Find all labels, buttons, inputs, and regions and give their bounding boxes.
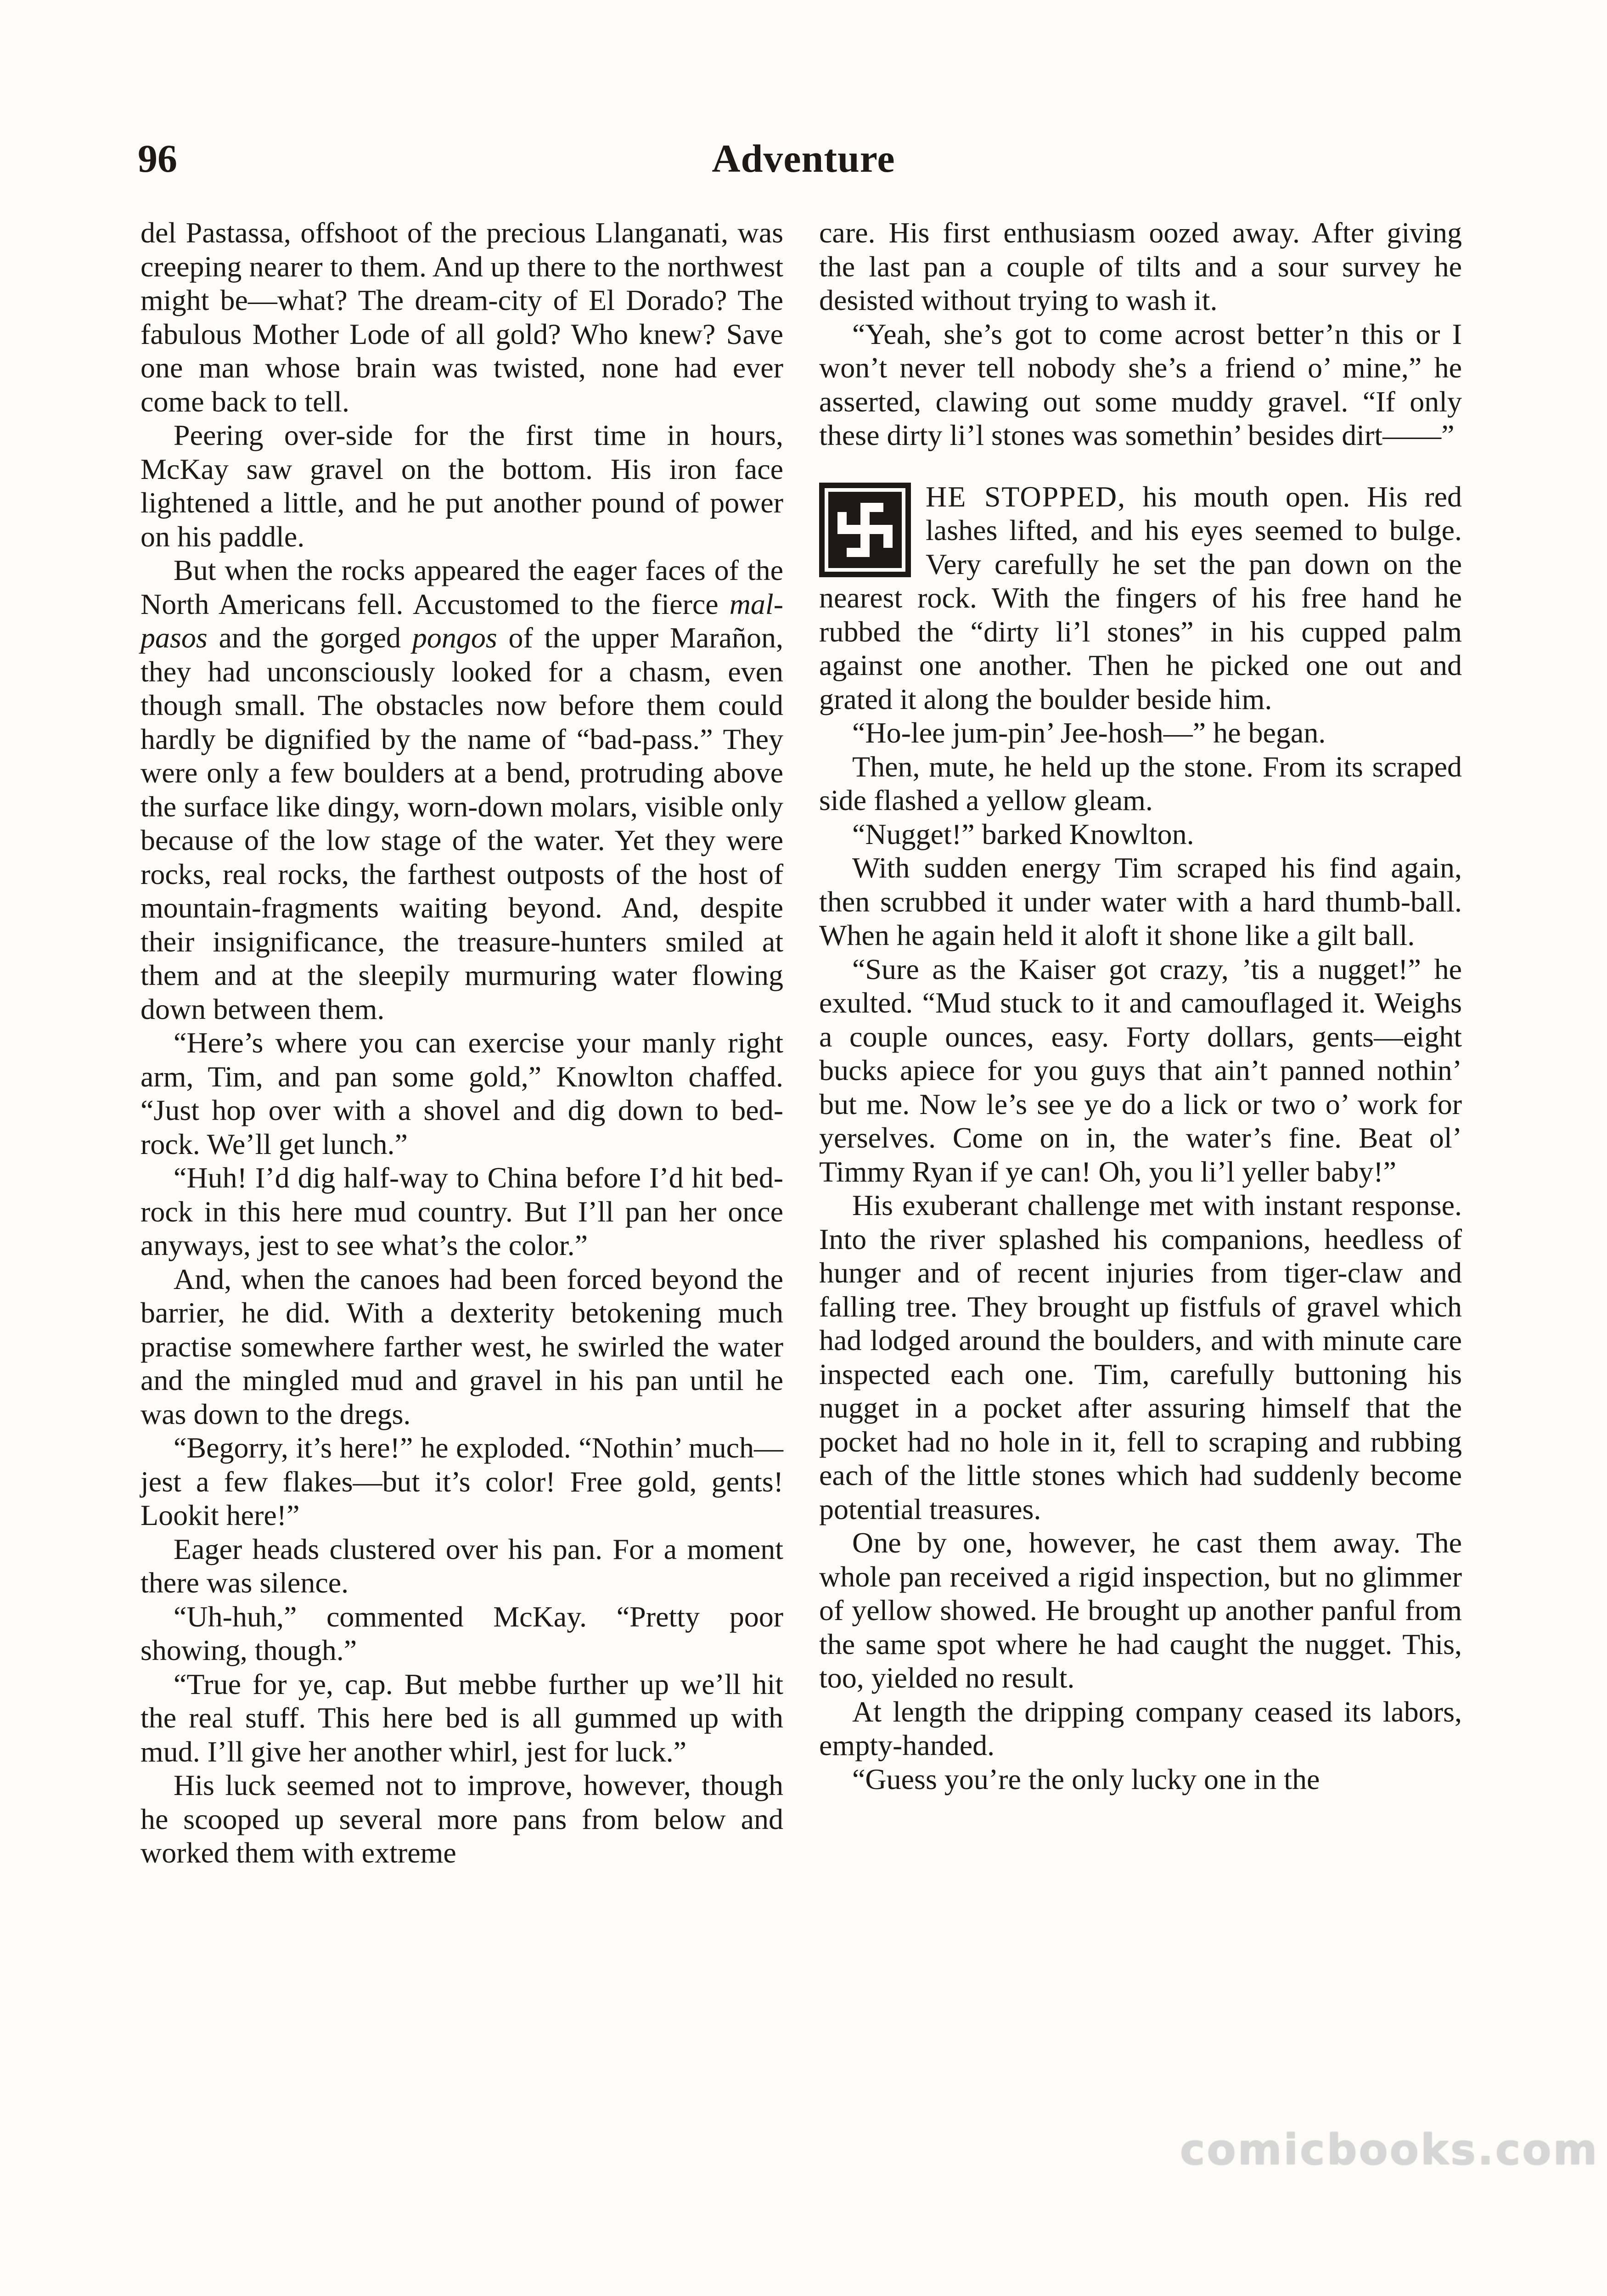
paragraph: His exuberant challenge met with instant response. Into the river splashed his companions, heedless of hunger and of recent injuries from tiger-claw and falling tree. They brought up fistfuls of gravel which had lodged around the boulders, and with minute care inspected each one. Tim, carefully buttoning his nugget in a pocket after assuring himself that the pocket had no hole in it, fell to scraping and rubbing each of the little stones which had suddenly become potential treasures. xyxy=(819,1189,1462,1525)
paragraph: Peering over-side for the first time in hours, McKay saw gravel on the bottom. His iron face lightened a little, and he put another pound of power on his paddle. xyxy=(140,419,783,553)
text-run: and the gorged xyxy=(219,621,401,654)
paragraph: “Guess you’re the only lucky one in the xyxy=(852,1762,1320,1795)
paragraph: “Yeah, she’s got to come acrost better’n this or I won’t never tell nobody she’s a friend o’ mine,” he asserted, clawing out some muddy gravel. “If only these dirty li’l stones was somethin’ besides dirt——” xyxy=(819,317,1462,451)
paragraph: With sudden energy Tim scraped his find again, then scrubbed it under water with a hard thumb-ball. When he again held it aloft it shone like a gilt ball. xyxy=(819,851,1462,951)
text-run: his mouth open. His red lashes lifted, and his eyes seemed to bulge. Very carefully he set the pan down on the nearest rock. With the fingers of his free hand he rubbed the “dirty li’l stones” in his cupped palm against one another. Then he picked one out and grated it along the boulder beside him. xyxy=(819,480,1462,715)
paragraph xyxy=(140,553,783,1026)
paragraph: Then, mute, he held up the stone. From its scraped side flashed a yellow gleam. xyxy=(819,750,1462,816)
paragraph: “Sure as the Kaiser got crazy, ’tis a nugget!” he exulted. “Mud stuck to it and camouflaged it. Weighs a couple ounces, easy. Forty dollars, gents—eight bucks apiece for you guys that ain’t panned nothin’ but me. Now le’s see ye do a lick or two o’ work for yerselves. Come on in, the water’s fine. Beat ol’ Timmy Ryan if ye can! Oh, you li’l yeller baby!” xyxy=(819,952,1462,1188)
page-number: 96 xyxy=(138,136,177,180)
dropcap-lead-text: HE STOPPED, xyxy=(926,480,1126,513)
paragraph: “Uh-huh,” commented McKay. “Pretty poor showing, though.” xyxy=(140,1600,783,1666)
paragraph: “Nugget!” barked Knowlton. xyxy=(852,817,1194,850)
paragraph: Eager heads clustered over his pan. For a moment there was silence. xyxy=(140,1532,783,1599)
paragraph: “Begorry, it’s here!” he exploded. “Nothin’ much—jest a few flakes—but it’s color! Free gold, gents! Lookit here!” xyxy=(140,1431,783,1531)
paragraph: One by one, however, he cast them away. The whole pan received a rigid inspection, but no glimmer of yellow showed. He brought up another panful from the same spot where he had caught the nugget. This, too, yielded no result. xyxy=(819,1526,1462,1694)
page-header xyxy=(138,133,1469,193)
italic-term: pongos xyxy=(412,621,497,654)
running-title: Adventure xyxy=(712,136,895,180)
paragraph: “Here’s where you can exercise your manly right arm, Tim, and pan some gold,” Knowlton chaffed. “Just hop over with a shovel and dig down to bed-rock. We’ll get lunch.” xyxy=(140,1026,783,1160)
right-column xyxy=(819,216,1462,1796)
paragraph: “True for ye, cap. But mebbe further up we’ll hit the real stuff. This here bed is all gummed up with mud. I’ll give her another whirl, jest for luck.” xyxy=(140,1667,783,1768)
italic-term: mal-pasos xyxy=(140,587,783,654)
paragraph: And, when the canoes had been forced beyond the barrier, he did. With a dexterity betokening much practise somewhere farther west, he swirled the water and the mingled mud and gravel in his pan until he was down to the dregs. xyxy=(140,1262,783,1430)
text-run: of the upper Marañon, they had unconsciously looked for a chasm, even though small. The obstacles now before them could hardly be dignified by the name of “bad-pass.” They were only a few boulders at a bend, protruding above the surface like dingy, worn-down molars, visible only because of the low stage of the water. Yet they were rocks, real rocks, the farthest outposts of the host of mountain-fragments waiting beyond. And, despite their insignificance, the treasure-hunters smiled at them and at the sleepily murmuring water flowing down between them. xyxy=(140,621,783,1025)
paragraph: del Pastassa, offshoot of the precious Llanganati, was creeping nearer to them. And up there to the northwest might be—what? The dream-city of El Dorado? The fabulous Mother Lode of all gold? Who knew? Save one man whose brain was twisted, none had ever come back to tell. xyxy=(140,216,783,418)
text-run: But when the rocks appeared the eager faces of the North Americans fell. Accustomed to the fierce xyxy=(140,554,783,620)
paragraph: “Huh! I’d dig half-way to China before I’d hit bed-rock in this here mud country. But I’ll pan her once anyways, jest to see what’s the color.” xyxy=(140,1161,783,1261)
swastika-dropcap-icon xyxy=(819,483,911,577)
paragraph: At length the dripping company ceased its labors, empty-handed. xyxy=(819,1695,1462,1761)
dropcap-paragraph xyxy=(819,480,1462,716)
paragraph: “Ho-lee jum-pin’ Jee-hosh—” he began. xyxy=(852,716,1326,749)
paragraph: His luck seemed not to improve, however, though he scooped up several more pans from below and worked them with extreme xyxy=(140,1769,783,1869)
paragraph: care. His first enthusiasm oozed away. After giving the last pan a couple of tilts and a sour survey he desisted without trying to wash it. xyxy=(819,216,1462,316)
watermark: comicbooks.com xyxy=(1180,2125,1599,2174)
left-column xyxy=(140,216,783,1870)
